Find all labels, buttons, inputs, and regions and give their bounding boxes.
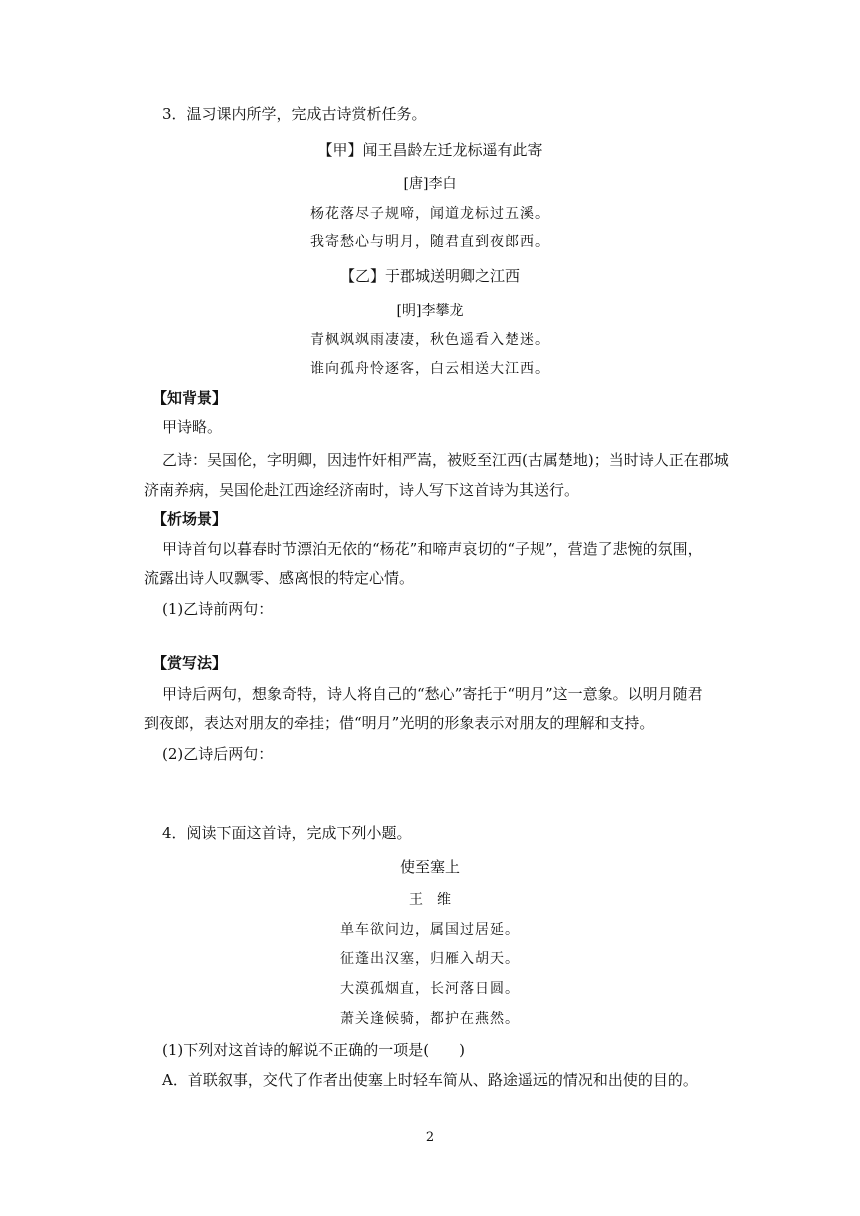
q3-prompt: 3．温习课内所学，完成古诗赏析任务。: [162, 105, 427, 123]
scene-p1-line1: 甲诗首句以暮春时节漂泊无依的“杨花”和啼声哀切的“子规”，营造了悲惋的氛围，: [162, 540, 703, 558]
poem-b-author: [明]李攀龙: [396, 303, 464, 319]
q4-prompt: 4．阅读下面这首诗，完成下列小题。: [162, 824, 412, 842]
poem-b-title: 【乙】于郡城送明卿之江西: [339, 267, 520, 285]
background-p1: 甲诗略。: [162, 418, 223, 436]
q4-poem-line-4: 萧关逢候骑，都护在燕然。: [340, 1011, 520, 1027]
technique-question-2: (2)乙诗后两句：: [162, 745, 274, 763]
technique-p1-line2: 到夜郎，表达对朋友的牵挂；借“明月”光明的形象表示对朋友的理解和支持。: [144, 714, 655, 732]
q4-poem-line-1: 单车欲问边，属国过居延。: [340, 922, 520, 938]
q4-poem-title: 使至塞上: [399, 858, 460, 876]
background-p2-line2: 济南养病，吴国伦赴江西途经济南时，诗人写下这首诗为其送行。: [144, 481, 580, 499]
q4-poem-line-3: 大漠孤烟直，长河落日圆。: [340, 981, 520, 997]
background-heading: 【知背景】: [152, 389, 228, 407]
poem-b-line-2: 谁向孤舟怜逐客，白云相送大江西。: [310, 361, 550, 377]
background-p2-line1: 乙诗：吴国伦，字明卿，因违忤奸相严嵩，被贬至江西(古属楚地)；当时诗人正在郡城: [162, 451, 729, 469]
q4-poem-line-2: 征蓬出汉塞，归雁入胡天。: [340, 951, 520, 967]
page-number: 2: [425, 1130, 435, 1145]
q4-sub-question-1: (1)下列对这首诗的解说不正确的一项是( ): [162, 1041, 465, 1059]
poem-b-line-1: 青枫飒飒雨凄凄，秋色遥看入楚迷。: [310, 332, 550, 348]
poem-a-title: 【甲】闻王昌龄左迁龙标遥有此寄: [317, 141, 543, 159]
poem-a-line-1: 杨花落尽子规啼，闻道龙标过五溪。: [310, 206, 550, 222]
poem-a-line-2: 我寄愁心与明月，随君直到夜郎西。: [310, 234, 550, 250]
technique-heading: 【赏写法】: [152, 654, 228, 672]
scene-heading: 【析场景】: [152, 510, 228, 528]
q4-poem-author: 王 维: [409, 892, 451, 908]
scene-question-1: (1)乙诗前两句：: [162, 600, 274, 618]
poem-a-author: [唐]李白: [403, 176, 457, 192]
scene-p1-line2: 流露出诗人叹飘零、感离恨的特定心情。: [144, 569, 415, 587]
technique-p1-line1: 甲诗后两句，想象奇特，诗人将自己的“愁心”寄托于“明月”这一意象。以明月随君: [162, 685, 703, 703]
q4-option-a: A．首联叙事，交代了作者出使塞上时轻车简从、路途遥远的情况和出使的目的。: [162, 1071, 698, 1089]
